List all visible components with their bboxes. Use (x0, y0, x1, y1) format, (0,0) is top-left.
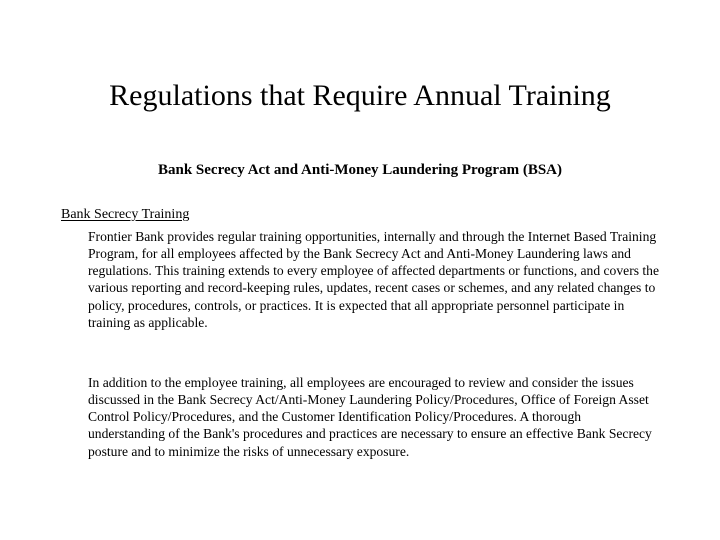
section-heading: Bank Secrecy Training (61, 207, 190, 222)
slide-title: Regulations that Require Annual Training (109, 79, 611, 112)
paragraph-policy-review: In addition to the employee training, all employees are encouraged to review and consider the issues discussed in the Bank Secrecy Act/Anti-Money Laundering Policy/Procedures, Office of Foreign Asset Control Policy/Procedures, and the Customer Identification Policy/Procedures. A thorough understanding of the Bank's procedures and practices are necessary to ensure an effective Bank Secrecy posture and to minimize the risks of unnecessary exposure. (88, 375, 652, 459)
slide-subtitle: Bank Secrecy Act and Anti-Money Laundering Program (BSA) (157, 162, 563, 178)
paragraph-training-overview: Frontier Bank provides regular training opportunities, internally and through the Internet Based Training Program, for all employees affected by the Bank Secrecy Act and Anti-Money Laundering laws and regulations. This training extends to every employee of affected departments or functions, and covers the various reporting and record-keeping rules, updates, recent cases or schemes, and any related changes to policy, procedures, controls, or practices. It is expected that all appropriate personnel participate in training as applicable. (88, 229, 660, 330)
